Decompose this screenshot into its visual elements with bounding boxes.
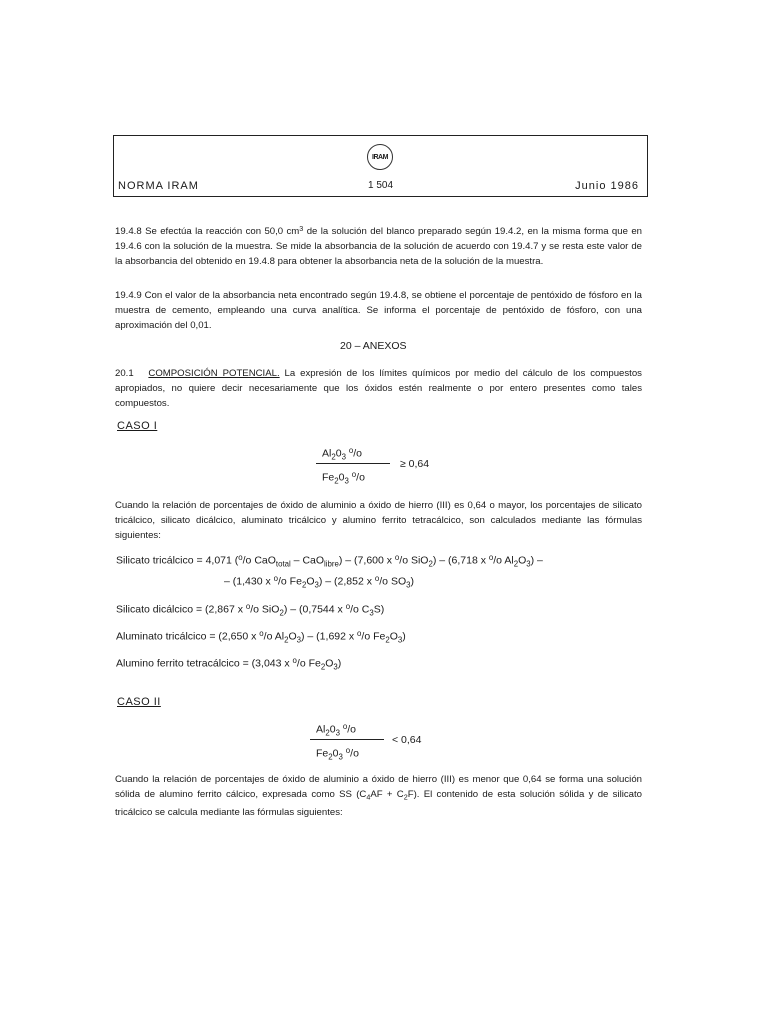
ratio-denominator: $Fe_20_3$ $^o$/o: [316, 746, 359, 762]
section-number: 19.4.8: [115, 226, 142, 238]
ratio-relation: ≥ 0,64: [400, 458, 430, 470]
fraction-bar: [316, 463, 390, 464]
case-2-label: CASO II: [117, 696, 161, 708]
iram-logo: IRAM: [367, 144, 393, 170]
section-number: 19.4.9: [115, 290, 142, 301]
ratio-relation: < 0,64: [392, 734, 422, 746]
ratio-case-2: [308, 722, 468, 766]
formula-silicato-dicalcico: Silicato dicálcico = (2,867 x $^o$/o SiO$_2$) – (0,7544 x $^o$/o $C_3S$): [116, 602, 385, 618]
section-number: 20.1: [115, 368, 134, 379]
ratio-denominator: $Fe_20_3$ $^o$/o: [322, 470, 365, 486]
norm-number: 1 504: [368, 180, 394, 191]
ratio-numerator: $Al_20_3$ $^o$/o: [322, 446, 362, 462]
case-1-label: CASO I: [117, 420, 158, 432]
paragraph-19-4-8: 19.4.8 Se efectúa la reacción con 50,0 $cm^3$ de la solución del blanco preparado según 19.4.2, en la misma forma que en 19.4.6 con la solución de la muestra. Se mide la absorbancia de la solución de acuerdo con 19.4.7 y se resta este valor de la absorbancia del obtenido en 19.4.8 para obtener la absorbancia neta de la solución de la muestra.: [115, 224, 642, 268]
annex-heading: 20 – ANEXOS: [340, 340, 407, 352]
norm-name: NORMA IRAM: [118, 180, 199, 192]
norm-header: [113, 135, 648, 197]
norm-date: Junio 1986: [575, 180, 639, 192]
paragraph-20-1: 20.1 COMPOSICIÓN POTENCIAL. La expresión de los límites químicos por medio del cálculo de los compuestos apropiados, no quiere decir necesariamente que los óxidos estén realmente o por entero presentes como tales compuestos.: [115, 368, 642, 409]
formula-silicato-tricalcico: Silicato tricálcico = 4,071 ($^o$/o CaO$_{total}$ – CaO$_{libre}$) – (7,600 x $^o$/o SiO$_2$) – (6,718 x $^o$/o $Al_2O_3$) –: [116, 553, 543, 569]
formula-silicato-tricalcico-cont: – (1,430 x $^o$/o $Fe_2O_3) - (2,852$ x $^o$/o $SO_3$): [224, 574, 414, 590]
section-heading: COMPOSICIÓN POTENCIAL.: [148, 368, 280, 379]
ratio-numerator: $Al_20_3$ $^o$/o: [316, 722, 356, 738]
formula-alumino-ferrito: Alumino ferrito tetracálcico = (3,043 x $^o$/o $Fe_2O_3$): [116, 656, 342, 672]
case-2-description: Cuando la relación de porcentajes de óxido de aluminio a óxido de hierro (III) es menor que 0,64 se forma una solución sólida de alumino ferrito cálcico, expresada como SS $(C_4AF + C_2F)$. El contenido de esta solución sólida y de silicato tricálcico se calcula mediante las fórmulas siguientes:: [115, 774, 643, 818]
fraction-bar: [310, 739, 384, 740]
formula-aluminato-tricalcico: Aluminato tricálcico = (2,650 x $^o$/o $Al_2O_3) - (1,692$ x $^o$/o $Fe_2O_3$): [116, 629, 406, 645]
case-1-description: Cuando la relación de porcentajes de óxido de aluminio a óxido de hierro (III) es 0,64 o mayor, los porcentajes de silicato tricálcico, silicato dicálcico, aluminato tricálcico y alumino ferrito tetracálcico, son calculados mediante las fórmulas siguientes:: [115, 500, 642, 541]
ratio-case-1: [312, 446, 472, 490]
paragraph-19-4-9: 19.4.9 Con el valor de la absorbancia neta encontrado según 19.4.8, se obtiene el porcentaje de pentóxido de fósforo en la muestra de cemento, empleando una curva analítica. Se informa el porcentaje de pentóxido de fósforo, con una aproximación del 0,01.: [115, 290, 642, 331]
